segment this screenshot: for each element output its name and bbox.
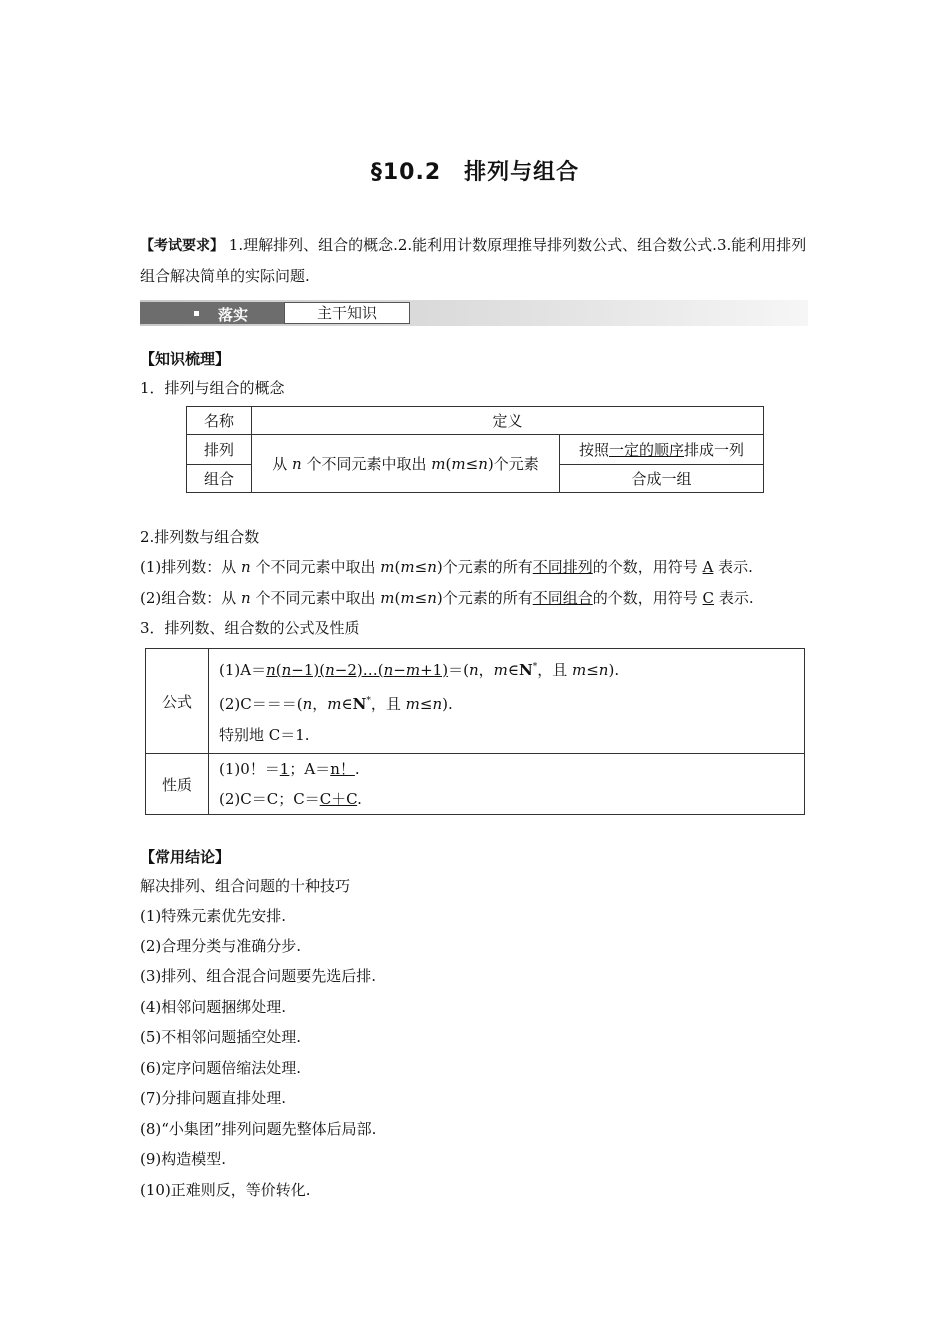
concept-col-name: 名称 (187, 407, 252, 435)
list-item: (8)“小集团”排列问题先整体后局部. (140, 1120, 377, 1138)
formula-label: 公式 (146, 649, 209, 754)
list-item: (3)排列、组合混合问题要先选后排. (140, 967, 377, 985)
conclusions-intro: 解决排列、组合问题的十种技巧 (140, 877, 351, 895)
list-item: (5)不相邻问题插空处理. (140, 1028, 302, 1046)
formula-2: (2)C＝＝＝(n，m∈N*，且 m≤n). (219, 695, 453, 713)
property-content (209, 754, 805, 815)
formula-1: (1)A＝n(n−1)(n−2)…(n−m+1)＝(n，m∈N*，且 m≤n). (219, 661, 620, 679)
exam-requirement (140, 230, 812, 291)
banner-light-label: 主干知识 (284, 302, 410, 324)
concept-zuhe-def: 合成一组 (560, 465, 764, 493)
list-item: (9)构造模型. (140, 1150, 227, 1168)
formula-3: 特别地 C＝1. (219, 726, 310, 744)
concept-table (186, 406, 764, 493)
square-bullet-icon (194, 311, 199, 316)
formula-content (209, 649, 805, 754)
concept-pailie-def: 按照一定的顺序排成一列 (560, 435, 764, 465)
concept-merged-def: 从 n 个不同元素中取出 m(m≤n)个元素 (252, 435, 560, 493)
banner-dark-tab (140, 302, 284, 324)
list-item: (4)相邻问题捆绑处理. (140, 998, 287, 1016)
list-item: (6)定序问题倍缩法处理. (140, 1059, 302, 1077)
list-item: (10)正难则反，等价转化. (140, 1181, 311, 1199)
list-item: (1)特殊元素优先安排. (140, 907, 287, 925)
concept-row-zuhe: 组合 (187, 465, 252, 493)
conclusions-heading: 【常用结论】 (140, 848, 231, 866)
exam-requirement-text: 1.理解排列、组合的概念.2.能利用计数原理推导排列数公式、组合数公式.3.能利用排列组合解决简单的实际问题. (140, 236, 807, 285)
banner-dark-label: 落实 (218, 306, 249, 324)
knowledge-item-2: 2.排列数与组合数 (140, 528, 260, 546)
property-1: (1)0！＝1；A＝n！. (219, 760, 360, 778)
knowledge-heading: 【知识梳理】 (140, 350, 231, 368)
knowledge-item-2-2: (2)组合数：从 n 个不同元素中取出 m(m≤n)个元素的所有不同组合的个数，用符号 C 表示. (140, 589, 754, 607)
knowledge-item-2-1: (1)排列数：从 n 个不同元素中取出 m(m≤n)个元素的所有不同排列的个数，用符号 A 表示. (140, 558, 753, 576)
list-item: (7)分排问题直排处理. (140, 1089, 287, 1107)
exam-requirement-label: 【考试要求】 (140, 238, 224, 254)
knowledge-item-3: 3．排列数、组合数的公式及性质 (140, 619, 360, 637)
knowledge-item-1: 1．排列与组合的概念 (140, 379, 285, 397)
list-item: (2)合理分类与准确分步. (140, 937, 302, 955)
section-banner (140, 300, 808, 326)
concept-col-def: 定义 (252, 407, 764, 435)
property-label: 性质 (146, 754, 209, 815)
property-2: (2)C＝C；C＝C＋C. (219, 790, 362, 808)
page-title: §10.2 排列与组合 (370, 160, 580, 185)
concept-row-pailie: 排列 (187, 435, 252, 465)
formula-table (145, 648, 805, 815)
